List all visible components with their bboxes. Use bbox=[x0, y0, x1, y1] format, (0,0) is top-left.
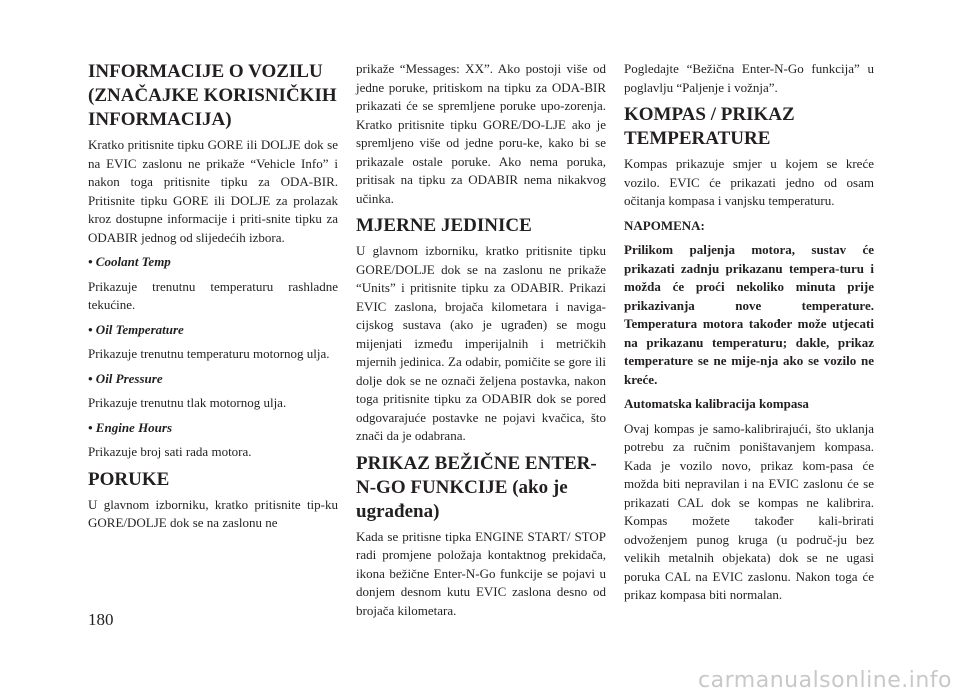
heading-compass: KOMPAS / PRIKAZ TEMPERATURE bbox=[624, 104, 795, 149]
heading-enter-n-go: PRIKAZ BEŽIČNE ENTER-N-GO FUNKCIJE (ako je ugrađena) bbox=[356, 452, 597, 522]
paragraph-messages-continued: prikaže “Messages: XX”. Ako postoji više od jedne poruke, pritiskom na tipku za ODA-BIR prikazati će se spremljene poruke upo-zorenja. Kratko pritisnite tipku GORE/DO-LJE ako je spremljeno više od jedne poru-ke, kako bi se prikazale ostale poruke. Ako nema poruka, pritisak na tipku za ODABIR nema nikakvog učinka. bbox=[356, 61, 606, 206]
heading-messages: PORUKE bbox=[88, 468, 170, 490]
item-title-oil-temperature: • Oil Temperature bbox=[88, 321, 184, 337]
item-title-coolant-temp: • Coolant Temp bbox=[88, 254, 171, 269]
watermark: carmanualsonline.info bbox=[698, 668, 952, 693]
column-right bbox=[624, 60, 874, 611]
paragraph-compass-calibration: Ovaj kompas je samo-kalibrirajući, što uklanja potrebu za ručnim poništavanjem kompasa. Kada je vozilo novo, prikaz kom-pasa će možda biti nepravilan i na EVIC zaslonu će se prikazati CAL dok se kompas ne kalibrira. Kompas možete također kali-brirati odvoženjem punog kruga (u područ-ju bez velikih metalnih objekata) dok se ne ugasi poruka CAL na EVIC zaslonu. Nakon toga će prikaz kompasa biti normalan. bbox=[624, 420, 874, 602]
note-text: Prilikom paljenja motora, sustav će prikazati zadnju prikazanu tempera-turu i možda će proći nekoliko minuta prije prikazivanja nove temperature. Temperatura motora također može utjecati na prikazanu temperaturu; dakle, prikaz temperature se ne mije-nja ako se vozilo ne kreće. bbox=[624, 242, 874, 387]
paragraph-enter-n-go: Kada se pritisne tipka ENGINE START/ STOP radi promjene položaja kontaktnog prekidača, ikona bežične Enter-N-Go funkcije se pojavi u donjem desnom kutu EVIC zaslona desno od brojača kilometara. bbox=[356, 528, 606, 618]
item-text-oil-temperature: Prikazuje trenutnu temperaturu motornog ulja. bbox=[88, 346, 330, 361]
paragraph-messages: U glavnom izborniku, kratko pritisnite tip-ku GORE/DOLJE dok se na zaslonu ne bbox=[88, 496, 338, 530]
item-text-oil-pressure: Prikazuje trenutnu tlak motornog ulja. bbox=[88, 395, 287, 410]
heading-vehicle-info: INFORMACIJE O VOZILU (ZNAČAJKE KORISNIČKIH INFORMACIJA) bbox=[88, 61, 337, 130]
item-title-oil-pressure: • Oil Pressure bbox=[88, 370, 163, 386]
item-title-engine-hours: • Engine Hours bbox=[88, 419, 173, 435]
item-text-engine-hours: Prikazuje broj sati rada motora. bbox=[88, 444, 252, 459]
paragraph-vehicle-info: Kratko pritisnite tipku GORE ili DOLJE dok se na EVIC zaslonu ne prikaže “Vehicle Info” i nakon toga pritisnite tipku za ODA-BIR. Pritisnite tipku GORE ili DOLJE za prolazak kroz dostupne informacije i priti-snite tipku za ODABIR jednog od slijedećih izbora. bbox=[88, 137, 338, 245]
paragraph-enter-n-go-reference: Pogledajte “Bežična Enter-N-Go funkcija” u poglavlju “Paljenje i vožnja”. bbox=[624, 61, 874, 95]
heading-units: MJERNE JEDINICE bbox=[356, 215, 532, 236]
column-middle bbox=[356, 60, 606, 626]
paragraph-compass: Kompas prikazuje smjer u kojem se kreće vozilo. EVIC će prikazati jedno od osam očitanja kompasa i vanjsku temperaturu. bbox=[624, 156, 874, 208]
note-label: NAPOMENA: bbox=[624, 217, 705, 233]
column-left bbox=[88, 60, 338, 539]
page-number: 180 bbox=[88, 610, 114, 629]
paragraph-units: U glavnom izborniku, kratko pritisnite tipku GORE/DOLJE dok se na zaslonu ne prikaže “Units” i pritisnite tipku za ODABIR. Prikazi EVIC zaslona, brojača kilometara i naviga-cijskog sustava (ako je ugrađen) se mogu mijenjati između imperijalnih i metričkih mjernih jedinica. Za odabir, pomičite se gore ili dolje dok se ne označi željena postavka, nakon toga pritisnite tipku za ODABIR dok se pored odgovarajuće postavke ne pojavi kvačica, što znači da je odabrana. bbox=[356, 243, 606, 443]
item-text-coolant-temp: Prikazuje trenutnu temperaturu rashladne tekućine. bbox=[88, 278, 338, 312]
subheading-compass-calibration: Automatska kalibracija kompasa bbox=[624, 396, 809, 411]
